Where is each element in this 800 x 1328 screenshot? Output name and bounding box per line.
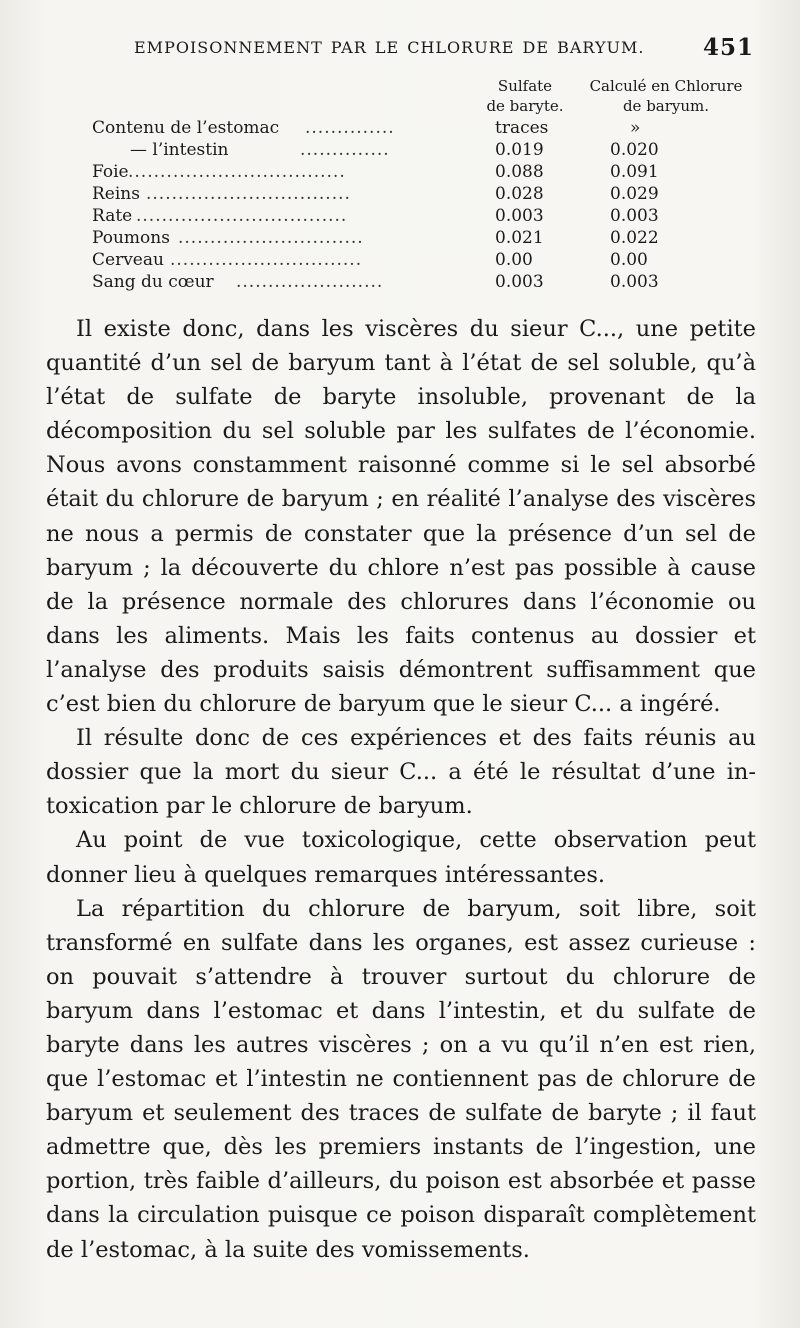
table-row: [0, 206, 800, 229]
table-row: [0, 228, 800, 251]
chlorure-value: 0.00: [610, 250, 648, 270]
page-number: 451: [702, 34, 754, 61]
page-header: [0, 34, 800, 64]
row-label: Cerveau: [92, 250, 164, 270]
row-label: Poumons: [92, 228, 170, 248]
row-label: Contenu de l’estomac: [92, 118, 280, 138]
column-header-sulfate: [470, 76, 580, 116]
sulfate-value: 0.088: [495, 162, 544, 182]
paragraph: Il résulte donc de ces expériences et des faits réunis au dossier que la mort du sieur C... a été le résultat d’une intoxication par le chlorure de baryum.: [46, 725, 756, 820]
table-row: [0, 250, 800, 273]
chlorure-value: 0.029: [610, 184, 659, 204]
dot-leader: ..............: [300, 140, 390, 160]
dot-leader: ..................................: [128, 162, 346, 182]
chlorure-value: 0.003: [610, 206, 659, 226]
row-label: Foie: [92, 162, 129, 182]
chlorure-value: 0.003: [610, 272, 659, 292]
sulfate-value: 0.028: [495, 184, 544, 204]
chlorure-value: »: [630, 118, 641, 138]
paragraph: La répartition du chlorure de baryum, soit libre, soit transformé en sulfate dans les organes, est assez curieuse : on pouvait s’attendre à trouver surtout du chlorure de baryum dans l’estomac et dans l’intestin, et du sulfate de baryte dans les autres viscères ; on a vu qu’il n’en est rien, que l’estomac et l’intestin ne contiennent pas de chlorure de baryum et seulement des traces de sulfate de baryte ; il faut admettre que, dès les premiers instants de l’ingestion, une portion, très faible d’ailleurs, du poison est absorbée et passe dans la circulation puisque ce poison disparaît complètement de l’estomac, à la suite des vomissements.: [46, 895, 756, 1263]
sulfate-value: 0.003: [495, 206, 544, 226]
table-row: [0, 184, 800, 207]
column-header-line: de baryum.: [622, 97, 710, 115]
sulfate-value: 0.00: [495, 250, 533, 270]
table-row: [0, 162, 800, 185]
dot-leader: ..............: [305, 118, 395, 138]
sulfate-value: 0.019: [495, 140, 544, 160]
paragraph: Il existe donc, dans les viscères du sieur C..., une petite quantité d’un sel de baryum tant à l’état de sel soluble, qu’à l’état de sulfate de baryte insoluble, provenant de la décomposition du sel soluble par les sulfates de l’économie. Nous avons constamment raisonné comme si le sel absorbé était du chlorure de baryum ; en réalité l’analyse des viscères ne nous a permis de constater que la présence d’un sel de baryum ; la découverte du chlore n’est pas possible à cause de la présence normale des chlorures dans l’économie ou dans les aliments. Mais les faits contenus au dossier et l’analyse des produits saisis démontrent suffisamment que c’est bien du chlorure de baryum que le sieur C... a ingéré.: [46, 316, 756, 718]
dot-leader: .......................: [236, 272, 384, 292]
column-header-line: Calculé en Chlorure: [589, 77, 743, 95]
body-text: [46, 312, 756, 1267]
dot-leader: .............................: [178, 228, 364, 248]
row-label: Rate: [92, 206, 133, 226]
table-row: [0, 272, 800, 295]
sulfate-value: traces: [495, 118, 549, 138]
chlorure-value: 0.022: [610, 228, 659, 248]
paragraph: Au point de vue toxicologique, cette observation peut donner lieu à quelques remarques intéressantes.: [46, 827, 756, 888]
sulfate-value: 0.021: [495, 228, 544, 248]
table-row: [0, 140, 800, 163]
column-header-line: de baryte.: [486, 97, 564, 115]
column-header-line: Sulfate: [497, 77, 553, 95]
row-label: Sang du cœur: [92, 272, 214, 292]
chlorure-value: 0.020: [610, 140, 659, 160]
sulfate-value: 0.003: [495, 272, 544, 292]
dot-leader: ..............................: [170, 250, 363, 270]
column-header-chlorure: [576, 76, 756, 116]
row-label: — l’intestin: [130, 140, 229, 160]
dot-leader: ................................: [146, 184, 351, 204]
row-label: Reins: [92, 184, 140, 204]
dot-leader: .................................: [136, 206, 348, 226]
chlorure-value: 0.091: [610, 162, 659, 182]
table-row: [0, 118, 800, 141]
running-title: EMPOISONNEMENT PAR LE CHLORURE DE BARYUM.: [134, 38, 645, 57]
